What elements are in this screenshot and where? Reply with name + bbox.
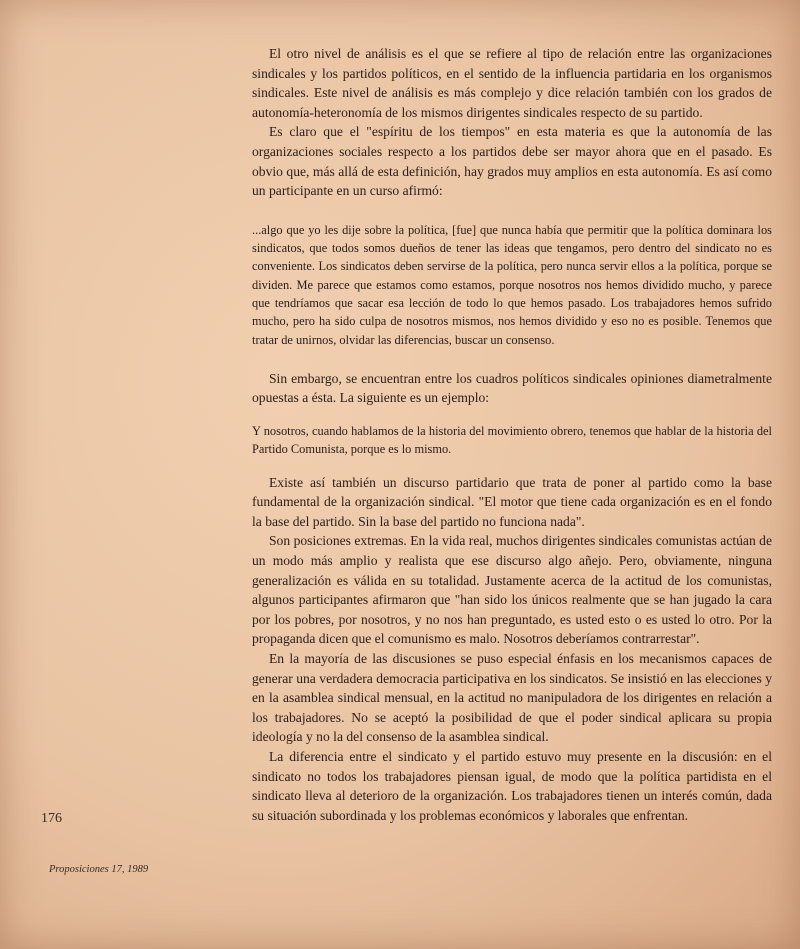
journal-footer: Proposiciones 17, 1989 xyxy=(49,864,149,875)
paragraph: En la mayoría de las discusiones se puso especial énfasis en los mecanismos capaces de generar una verdadera democracia participativa en los sindicatos. Se insistió en las elecciones y en la asamblea sindical mensual, en la actitud no manipuladora de los dirigentes en relación a los trabajadores. No se aceptó la posibilidad de que el poder sindical aplicara su propia ideología y no la del consenso de la asamblea sindical. xyxy=(252,650,772,745)
paragraph: La diferencia entre el sindicato y el partido estuvo muy presente en la discusión: en el sindicato no todos los trabajadores piensan igual, de modo que la política partidista en el sindicato lleva al deterioro de la organización. Los trabajadores tienen un interés común, dada su situación subordinada y los problemas económicos y laborales que enfrentan. xyxy=(252,748,772,823)
paragraph: Es claro que el "espíritu de los tiempos" en esta materia es que la autonomía de las organizaciones sociales respecto a los partidos debe ser mayor ahora que en el pasado. Es obvio que, más allá de esta definición, hay grados muy amplios en esta autonomía. Es así como un participante en un curso afirmó: xyxy=(252,124,772,199)
page-number: 176 xyxy=(41,811,62,826)
paragraph: Existe así también un discurso partidario que trata de poner al partido como la base fundamental de la organización sindical. "El motor que tiene cada organización es en el fondo la base del partido. Sin la base del partido no funciona nada". xyxy=(252,474,772,529)
paragraph: Sin embargo, se encuentran entre los cuadros políticos sindicales opiniones diametralmente opuestas a ésta. La siguiente es un ejemplo: xyxy=(252,370,772,406)
block-quote: ...algo que yo les dije sobre la política, [fue] que nunca había que permitir que la política dominara los sindicatos, que todos somos dueños de tener las ideas que tengamos, pero dentro del sindicato no es conveniente. Los sindicatos deben servirse de la política, pero nunca servir ellos a la política, porque se dividen. Me parece que estamos como estamos, porque nosotros nos hemos dividido mucho, y parece que tendríamos que sacar esa lección de todo lo que hemos pasado. Los trabajadores hemos sufrido mucho, pero ha sido culpa de nosotros mismos, nos hemos dividido y eso no es posible. Tenemos que tratar de unirnos, olvidar las diferencias, buscar un consenso. xyxy=(252,222,772,347)
block-quote: Y nosotros, cuando hablamos de la historia del movimiento obrero, tenemos que hablar de la historia del Partido Comunista, porque es lo mismo. xyxy=(252,424,772,457)
paragraph: El otro nivel de análisis es el que se refiere al tipo de relación entre las organizaciones sindicales y los partidos políticos, en el sentido de la influencia partidaria en los organismos sindicales. Este nivel de análisis es más complejo y dice relación también con los grados de autonomía-heteronomía de los mismos dirigentes sindicales respecto de su partido. xyxy=(252,46,772,120)
paragraph: Son posiciones extremas. En la vida real, muchos dirigentes sindicales comunistas actúan de un modo más amplio y realista que ese discurso algo añejo. Pero, obviamente, ninguna generalización es válida en su totalidad. Justamente acerca de la actitud de los comunistas, algunos participantes afirmaron que "han sido los únicos realmente que se han jugado la cara por los pobres, por nosotros, y no nos han preguntado, es usted esto o es usted lo otro. Por la propaganda dicen que el comunismo es malo. Nosotros deberíamos contrarrestar". xyxy=(252,533,772,647)
body-text xyxy=(252,44,772,825)
